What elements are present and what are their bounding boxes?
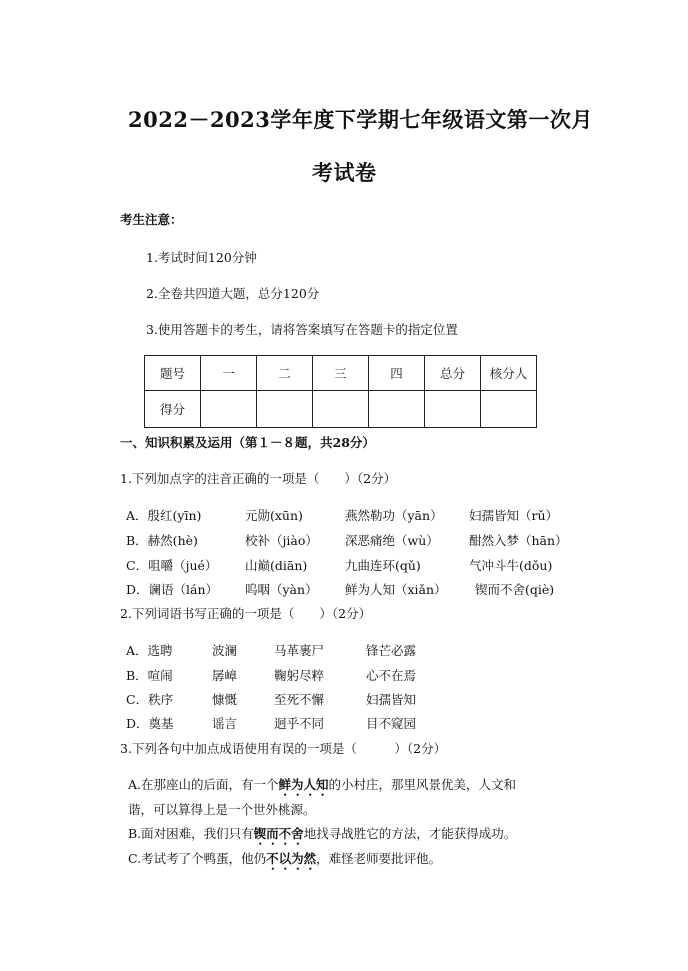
q3-option-a-line2: 谐，可以算得上是一个世外桃源。 [128,802,316,817]
score-cell[interactable] [201,391,257,428]
q1-stem: 1.下列加点字的注音正确的一项是（ ）（2分） [120,471,397,486]
table-header-cell: 二 [257,356,313,391]
q1-option-a2: 元勋(xūn) [245,508,303,523]
q3-option-c-post: ，难怪老师要批评他。 [316,851,442,866]
q3-option-c-idiom: 不以为然 [266,851,317,866]
table-header-cell: 一 [201,356,257,391]
score-cell[interactable] [481,391,537,428]
q3-option-b-pre: B.面对困难，我们只有 [128,826,254,841]
q1-option-c4: 气冲斗牛(dǒu) [469,558,553,573]
q1-option-d2: 呜咽（yàn） [245,582,318,597]
q1-option-b3: 深恶痛绝（wù） [345,533,439,548]
q2-option-d1: D．奠基 [126,716,174,731]
q3-option-c [128,849,441,873]
q1-option-d4: 锲而不舍(qiè) [475,582,555,597]
notice-item: 2.全卷共四道大题，总分120分 [146,286,320,301]
q2-option-c3: 至死不懈 [274,692,325,707]
table-header-cell: 题号 [145,356,201,391]
q1-option-b2: 校补（jiào） [245,533,318,548]
q3-option-b-post: 地找寻战胜它的方法，才能获得成功。 [303,826,517,841]
section1-heading: 一、知识积累及运用（第１－８题，共28分） [120,435,375,450]
q3-stem: 3.下列各句中加点成语使用有误的一项是（ ）（2分） [120,741,447,756]
score-table [144,355,537,428]
q2-option-d4: 目不窥园 [366,716,417,731]
notice-item: 1.考试时间120分钟 [146,250,257,265]
q2-option-a4: 锋芒必露 [366,643,417,658]
q3-option-c-pre: C.考试考了个鸭蛋，他仍 [128,851,267,866]
q2-option-b3: 鞠躬尽粹 [274,668,325,683]
q1-option-c3: 九曲连环(qǔ) [345,558,421,573]
table-header-cell: 核分人 [481,356,537,391]
q1-option-a1: A．殷红(yīn) [126,508,202,523]
notice-item: 3.使用答题卡的考生，请将答案填写在答题卡的指定位置 [146,322,458,337]
q2-option-c4: 妇孺皆知 [366,692,417,707]
score-cell[interactable] [313,391,369,428]
table-row [145,391,537,428]
exam-title-line2: 考试卷 [312,160,377,185]
table-header-cell: 四 [369,356,425,391]
q1-option-d3: 鲜为人知（xiǎn） [345,582,447,597]
q2-option-c2: 慷慨 [212,692,238,707]
q3-option-a-idiom: 鲜为人知 [278,777,329,792]
q2-option-b1: B．喧闹 [126,668,173,683]
q1-option-a4: 妇孺皆知（rǔ） [469,508,559,523]
q3-option-a-post: 的小村庄，那里风景优美，人文和 [328,777,517,792]
q2-option-d3: 迥乎不同 [274,716,325,731]
table-header-cell: 总分 [425,356,481,391]
q3-option-b [128,824,516,848]
q1-option-b4: 酣然入梦（hān） [469,533,568,548]
q2-option-a3: 马革裹尸 [274,643,325,658]
notice-heading: 考生注意： [120,212,183,227]
q1-option-c2: 山巅(diān) [245,558,308,573]
table-header-cell: 三 [313,356,369,391]
q2-option-a1: A．选聘 [126,643,173,658]
q1-option-b1: B．赫然(hè) [126,533,198,548]
q2-option-b4: 心不在焉 [366,668,417,683]
q2-option-b2: 孱嶂 [212,668,238,683]
q1-option-d1: D．谰语（lán） [126,582,219,597]
score-cell[interactable] [257,391,313,428]
q3-option-a-pre: A.在那座山的后面，有一个 [128,777,279,792]
score-cell[interactable] [369,391,425,428]
q1-option-a3: 燕然勒功（yān） [345,508,443,523]
exam-title-line1: 2022－2023学年度下学期七年级语文第一次月 [128,107,593,132]
table-row-label: 得分 [145,391,201,428]
q3-option-b-idiom: 锲而不舍 [253,826,304,841]
q3-option-a-line1 [128,775,516,799]
q2-stem: 2.下列词语书写正确的一项是（ ）（2分） [120,606,372,621]
q1-option-c1: C．咀嚼（jué） [126,558,218,573]
q2-option-c1: C．秩序 [126,692,174,707]
table-row [145,356,537,391]
q2-option-d2: 谣言 [212,716,238,731]
q2-option-a2: 波澜 [212,643,238,658]
score-cell[interactable] [425,391,481,428]
